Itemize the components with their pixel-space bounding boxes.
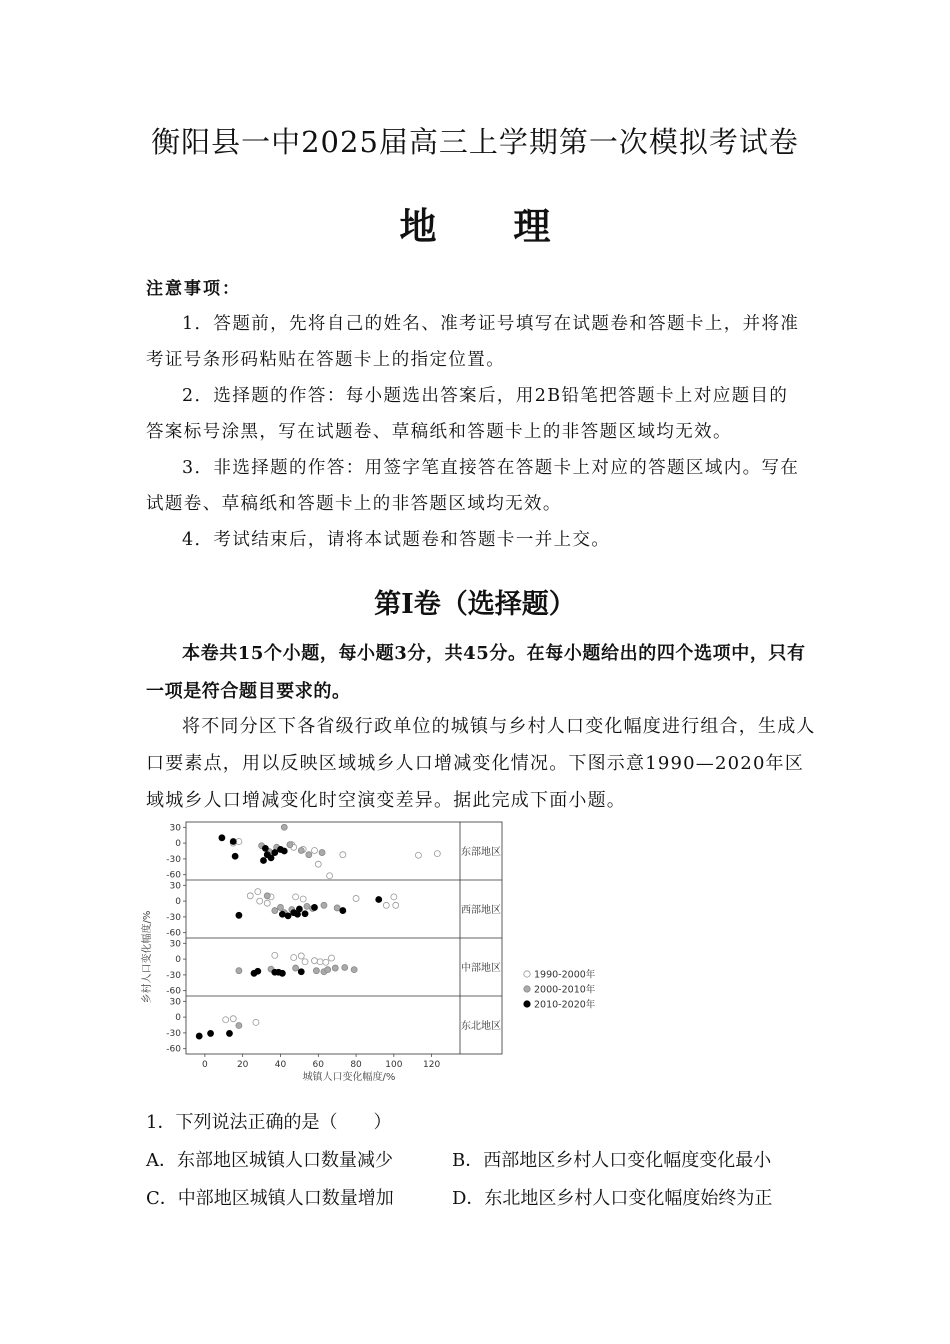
data-point [293,965,299,971]
data-point [236,912,242,918]
data-point [329,955,335,961]
data-point [260,857,266,863]
data-point [232,853,238,859]
data-point [298,953,304,959]
y-tick-label: 0 [175,839,181,850]
data-point [302,959,308,965]
panel-label: 中部地区 [461,963,501,974]
y-tick-label: -60 [166,928,181,939]
data-point [311,847,317,853]
notice-item-text: 2．选择题的作答：每小题选出答案后，用2B铅笔把答题卡上对应题目的答案标号涂黑，写在试题卷、草稿纸和答题卡上的非答题区域均无效。 [146,386,789,442]
data-point [236,968,242,974]
data-point [327,873,333,879]
data-point [272,908,278,914]
x-tick-label: 20 [236,1060,249,1070]
y-tick-label: -30 [166,970,181,981]
data-point [317,959,323,965]
data-point [219,835,225,841]
option-c[interactable]: C．中部地区城镇人口数量增加 [146,1188,394,1209]
data-point [311,958,317,964]
data-point [319,850,325,856]
section-instructions-text: 本卷共15个小题，每小题3分，共45分。在每小题给出的四个选项中，只有一项是符合题目要求的。 [146,643,806,702]
data-point [279,911,285,917]
notice-item [146,522,806,558]
y-axis-label: 乡村人口变化幅度/% [142,910,153,1004]
data-point [255,889,261,895]
data-point [302,911,308,917]
data-point [323,959,329,965]
data-point [272,952,278,958]
option-b[interactable]: B．西部地区乡村人口变化幅度变化最小 [452,1150,772,1171]
data-point [325,967,331,973]
data-point [434,851,440,857]
y-tick-label: 30 [169,823,181,834]
x-tick-label: 60 [312,1060,325,1070]
y-tick-label: 0 [175,897,181,908]
passage [146,708,818,819]
data-point [311,904,317,910]
data-point [391,894,397,900]
data-point [236,839,242,845]
section-title: 第Ⅰ卷（选择题） [374,589,576,620]
data-point [300,896,306,902]
notice-item-text: 1．答题前，先将自己的姓名、准考证号填写在试题卷和答题卡上，并将准考证号条形码粘贴在答题卡上的指定位置。 [146,314,800,370]
y-tick-label: 0 [175,955,181,966]
data-point [257,898,263,904]
chart-points [196,824,440,1039]
data-point [247,893,253,899]
data-point [277,904,283,910]
legend-marker [524,986,530,992]
section-instructions [146,635,822,711]
data-point [321,902,327,908]
data-point [285,913,291,919]
data-point [264,893,270,899]
notice-item [146,306,806,378]
data-point [264,900,270,906]
y-tick-label: 0 [175,1013,181,1024]
data-point [304,903,310,909]
panel-label: 东北地区 [461,1021,501,1032]
data-point [279,970,285,976]
data-point [294,911,300,917]
data-point [298,969,304,975]
scatter-chart [130,814,610,1088]
x-tick-label: 0 [202,1060,208,1070]
data-point [334,905,340,911]
notice-item-text: 4．考试结束后，请将本试题卷和答题卡一并上交。 [182,530,611,550]
data-point [340,852,346,858]
data-point [281,848,287,854]
data-point [268,855,274,861]
data-point [262,845,268,851]
y-tick-label: -60 [166,986,181,997]
y-tick-label: -30 [166,854,181,865]
exam-title: 衡阳县一中2025届高三上学期第一次模拟考试卷 [151,125,799,159]
data-point [313,968,319,974]
data-point [253,1019,259,1025]
option-a[interactable]: A．东部地区城镇人口数量减少 [146,1150,393,1171]
x-tick-label: 80 [350,1060,362,1070]
data-point [236,1023,242,1029]
y-tick-label: 30 [169,881,181,892]
passage-text: 将不同分区下各省级行政单位的城镇与乡村人口变化幅度进行组合，生成人口要素点，用以反映区域城乡人口增减变化情况。下图示意1990—2020年区域城乡人口增减变化时空演变差异。据此完成下面小题。 [146,716,816,811]
legend-label: 2000-2010年 [534,984,596,996]
data-point [255,968,261,974]
subject-title: 地 理 [399,204,583,248]
legend-label: 2010-2020年 [534,999,596,1011]
panel-label: 东部地区 [461,847,501,858]
question-stem: 1．下列说法正确的是（ ） [146,1112,392,1133]
data-point [230,1016,236,1022]
data-point [415,852,421,858]
y-tick-label: -30 [166,912,181,923]
data-point [332,965,338,971]
y-tick-label: -60 [166,1044,181,1055]
data-point [196,1033,202,1039]
data-point [306,852,312,858]
data-point [293,894,299,900]
data-point [353,895,359,901]
panel-label: 西部地区 [461,905,501,916]
data-point [383,902,389,908]
data-point [226,1030,232,1036]
notice-item-text: 3．非选择题的作答：用签字笔直接答在答题卡上对应的答题区域内。写在试题卷、草稿纸和答题卡上的非答题区域均无效。 [146,458,800,514]
notice-item [146,450,806,522]
data-point [340,908,346,914]
notice-item [146,378,806,450]
data-point [287,842,293,848]
legend-marker [524,1001,530,1007]
data-point [208,1030,214,1036]
data-point [376,897,382,903]
legend-label: 1990-2000年 [534,969,596,981]
data-point [351,967,357,973]
data-point [342,965,348,971]
data-point [230,839,236,845]
data-point [298,847,304,853]
legend-marker [524,971,530,977]
data-point [272,850,278,856]
data-point [393,902,399,908]
y-tick-label: 30 [169,939,181,950]
y-tick-label: -30 [166,1028,181,1039]
x-axis-label: 城镇人口变化幅度/% [302,1072,396,1083]
x-tick-label: 120 [423,1060,441,1070]
data-point [281,824,287,830]
chart-legend [524,969,596,1011]
y-tick-label: -60 [166,870,181,881]
option-d[interactable]: D．东北地区乡村人口变化幅度始终为正 [452,1188,773,1209]
data-point [315,861,321,867]
data-point [291,955,297,961]
x-tick-label: 40 [274,1060,287,1070]
data-point [223,1017,229,1023]
x-tick-label: 100 [385,1060,403,1070]
y-tick-label: 30 [169,997,181,1008]
notice-heading: 注意事项： [146,279,241,299]
